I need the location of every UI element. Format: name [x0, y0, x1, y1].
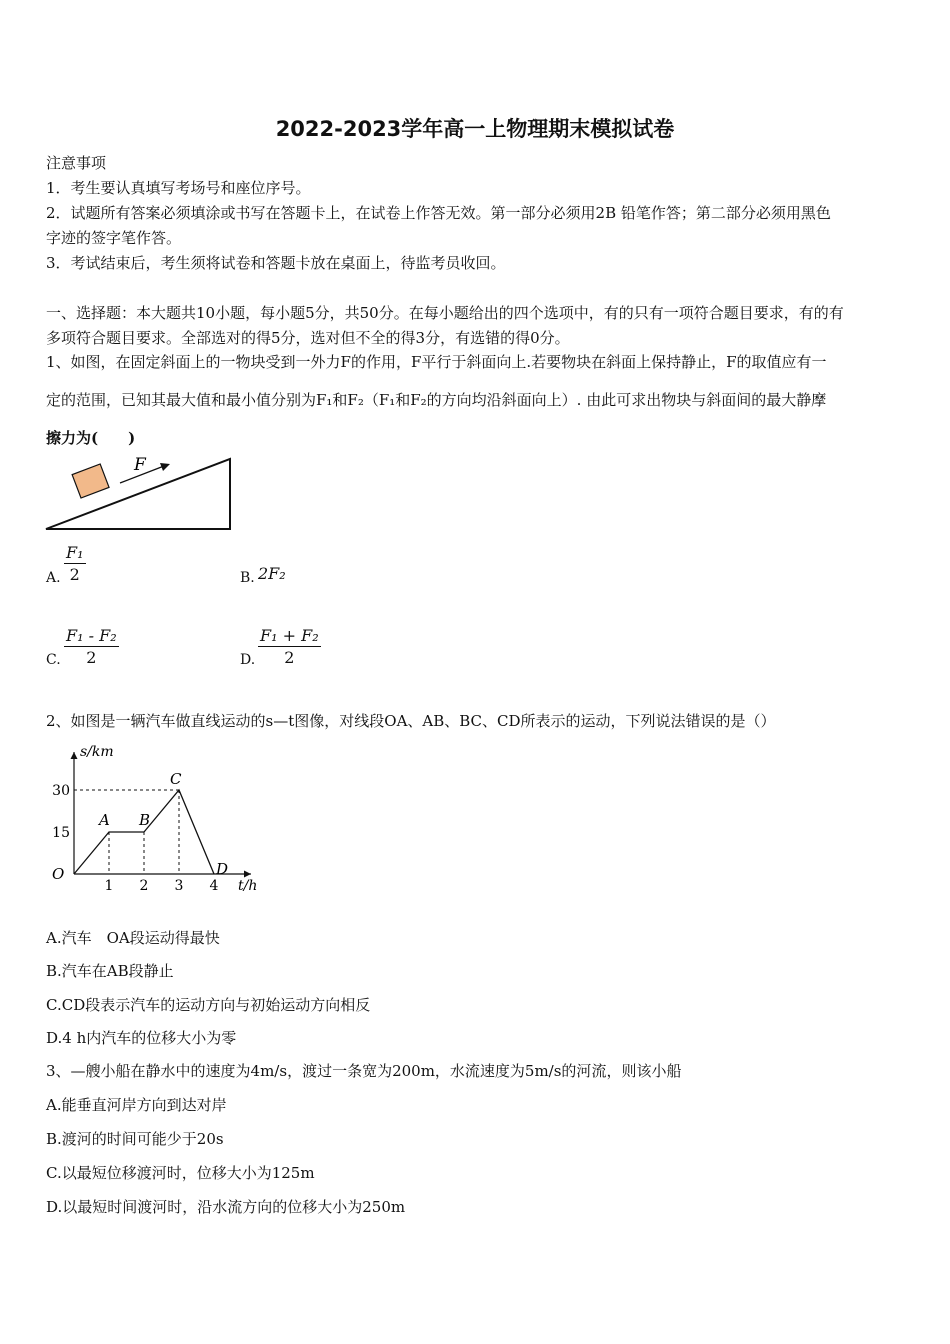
y-tick-label: 15: [52, 825, 70, 841]
st-graph: [46, 738, 266, 898]
notice-item: 2．试题所有答案必须填涂或书写在答题卡上，在试卷上作答无效。第一部分必须用2B 铅笔作答；第二部分必须用黑色: [46, 204, 831, 222]
q1-stem-line: 1、如图，在固定斜面上的一物块受到一外力F的作用，F平行于斜面向上.若要物块在斜面上保持静止，F的取值应有一: [46, 353, 827, 371]
q1-option-d-label: D.: [240, 652, 256, 668]
q3-stem: 3、—艘小船在静水中的速度为4m/s，渡过一条宽为200m，水流速度为5m/s的河流，则该小船: [46, 1062, 682, 1080]
q1-option-a-label: A.: [46, 570, 61, 586]
fraction-numerator: F₁: [66, 543, 84, 562]
q1-option-b-label: B.: [240, 570, 255, 586]
q2-stem: 2、如图是一辆汽车做直线运动的s—t图像，对线段OA、AB、BC、CD所表示的运动，下列说法错误的是（）: [46, 712, 776, 730]
q1-option-c-fraction: [64, 626, 119, 667]
q3-option: C.以最短位移渡河时，位移大小为125m: [46, 1164, 315, 1182]
notice-heading: 注意事项: [46, 154, 107, 172]
fraction-numerator: F₁ - F₂: [66, 626, 117, 645]
force-arrow-head: [160, 463, 170, 471]
point-label-c: C: [170, 770, 182, 788]
y-tick-label: 30: [52, 783, 70, 799]
q2-option: C.CD段表示汽车的运动方向与初始运动方向相反: [46, 996, 371, 1014]
incline-figure: [40, 450, 240, 535]
fraction-denominator: 2: [69, 565, 80, 584]
q1-stem-line: 擦力为( ): [46, 429, 136, 447]
q3-option: D.以最短时间渡河时，沿水流方向的位移大小为250m: [46, 1198, 406, 1216]
data-line: [74, 790, 214, 874]
force-label: F: [134, 455, 146, 475]
q1-option-d-fraction: [258, 626, 321, 667]
section-instruction: 一、选择题：本大题共10小题，每小题5分，共50分。在每小题给出的四个选项中，有的只有一项符合题目要求，有的有: [46, 304, 844, 322]
notice-item: 1．考生要认真填写考场号和座位序号。: [46, 179, 311, 197]
q1-option-c-label: C.: [46, 652, 61, 668]
page-title: 2022-2023学年高一上物理期末模拟试卷: [275, 117, 675, 141]
x-axis-label: t/h: [238, 878, 258, 894]
q3-option: A.能垂直河岸方向到达对岸: [46, 1096, 227, 1114]
q2-option: D.4 h内汽车的位移大小为零: [46, 1029, 237, 1047]
section-instruction: 多项符合题目要求。全部选对的得5分，选对但不全的得3分，有选错的得0分。: [46, 329, 570, 347]
q2-option: A.汽车 OA段运动得最快: [46, 929, 220, 947]
notice-item: 3．考试结束后，考生须将试卷和答题卡放在桌面上，待监考员收回。: [46, 254, 506, 272]
q2-option: B.汽车在AB段静止: [46, 962, 174, 980]
fraction-denominator: 2: [86, 648, 97, 667]
x-tick-label: 1: [104, 878, 114, 894]
notice-item: 字迹的签字笔作答。: [46, 229, 182, 247]
point-label-d: D: [216, 860, 229, 878]
q3-option: B.渡河的时间可能少于20s: [46, 1130, 224, 1148]
point-label-b: B: [139, 811, 151, 829]
x-tick-label: 2: [139, 878, 149, 894]
y-axis-label: s/km: [80, 744, 114, 760]
fraction-numerator: F₁ + F₂: [260, 626, 319, 645]
q1-option-b-expr: 2F₂: [258, 564, 286, 583]
block: [72, 464, 109, 498]
x-tick-label: 4: [209, 878, 219, 894]
point-label-a: A: [99, 811, 110, 829]
fraction-denominator: 2: [284, 648, 295, 667]
point-label-o: O: [52, 865, 65, 883]
q1-stem-line: 定的范围，已知其最大值和最小值分别为F₁和F₂（F₁和F₂的方向均沿斜面向上）. 由此可求出物块与斜面间的最大静摩: [46, 391, 827, 409]
q1-option-a-fraction: [64, 543, 86, 584]
x-tick-label: 3: [174, 878, 184, 894]
